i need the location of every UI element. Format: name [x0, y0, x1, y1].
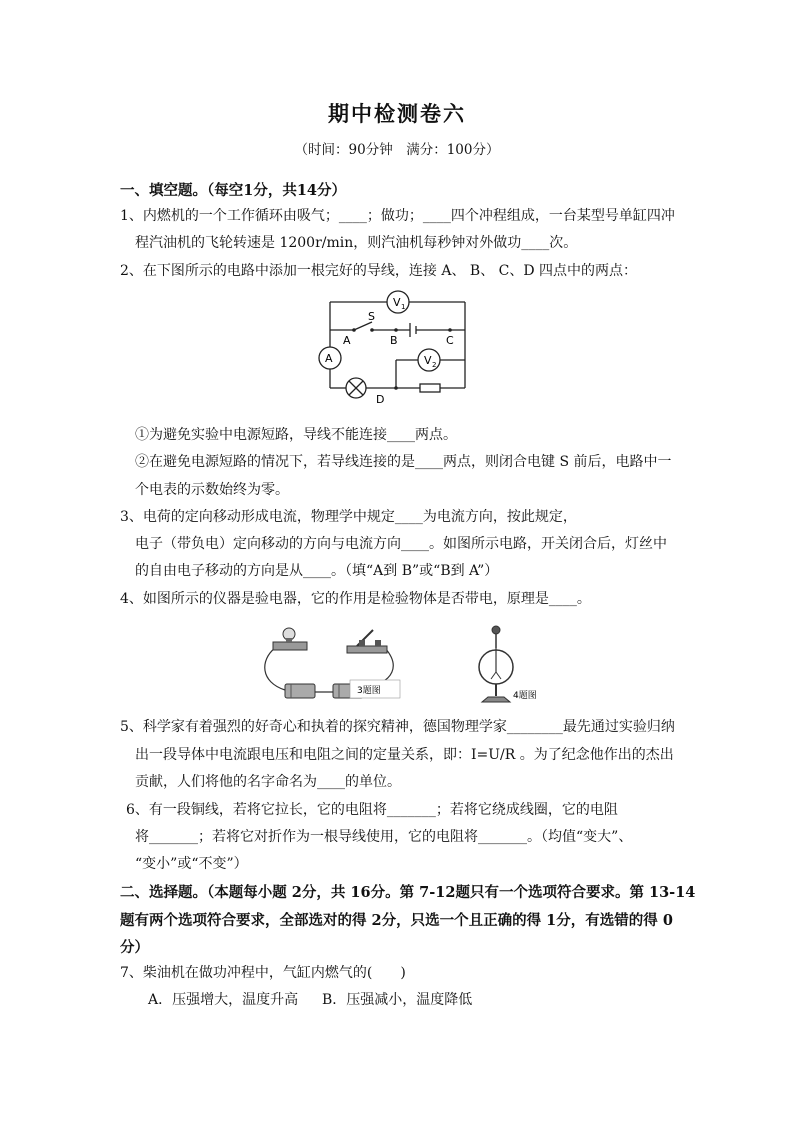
voltmeter-1-label: V — [393, 296, 401, 309]
question-6-line-2: 将_______；若将它对折作为一根导线使用，它的电阻将_______。（均值“变大”、 — [135, 829, 633, 845]
circuit-diagram — [310, 290, 480, 410]
question-2-sub-2-line-1: ②在避免电源短路的情况下，若导线连接的是____两点，则闭合电键 S 前后，电路中一 — [135, 454, 672, 470]
question-6-line-3: “变小”或“不变”） — [135, 856, 248, 872]
question-2-sub-1: ①为避免实验中电源短路，导线不能连接____两点。 — [135, 427, 457, 443]
figure-4-electroscope — [468, 622, 548, 708]
section-choice-heading-line-2: 题有两个选项符合要求，全部选对的得 2分，只选一个且正确的得 1分，有选错的得 0 — [120, 912, 673, 929]
question-1-line-1: 1、内燃机的一个工作循环由吸气；____；做功；____四个冲程组成，一台某型号单缸四冲 — [120, 208, 675, 224]
question-2-sub-2-line-2: 个电表的示数始终为零。 — [135, 482, 289, 498]
figure-3-caption: 3题图 — [357, 686, 381, 696]
voltmeter-2-label: V — [424, 354, 432, 367]
question-3-line-1: 3、电荷的定向移动形成电流，物理学中规定____为电流方向，按此规定， — [120, 509, 577, 525]
question-7-stem: 7、柴油机在做功冲程中，气缸内燃气的( ) — [120, 965, 406, 981]
question-3-line-3: 的自由电子移动的方向是从____。（填“A到 B”或“B到 A”） — [135, 563, 499, 579]
question-4-line-1: 4、如图所示的仪器是验电器，它的作用是检验物体是否带电，原理是____。 — [120, 591, 591, 607]
exam-info: （时间：90分钟 满分：100分） — [294, 142, 500, 158]
section-fill-in-heading: 一、填空题。（每空1分，共14分） — [120, 182, 347, 199]
point-b-label: B — [390, 334, 398, 347]
voltmeter-2-subscript: 2 — [432, 361, 437, 369]
point-d-label: D — [376, 393, 385, 406]
switch-label: S — [368, 310, 375, 323]
point-a-label: A — [343, 334, 351, 347]
question-1-line-2: 程汽油机的飞轮转速是 1200r/min，则汽油机每秒钟对外做功____次。 — [135, 235, 578, 251]
question-5-line-2: 出一段导体中电流跟电压和电阻之间的定量关系，即：I=U/R 。为了纪念他作出的杰出 — [135, 747, 674, 763]
section-choice-heading-line-3: 分） — [120, 939, 149, 956]
question-2-line-1: 2、在下图所示的电路中添加一根完好的导线，连接 A、 B、 C、D 四点中的两点： — [120, 263, 638, 279]
section-choice-heading-line-1: 二、选择题。（本题每小题 2分，共 16分。第 7-12题只有一个选项符合要求。第 13-14 — [120, 884, 696, 901]
page-title: 期中检测卷六 — [328, 101, 466, 126]
ammeter-label: A — [325, 352, 333, 365]
question-5-line-1: 5、科学家有着强烈的好奇心和执着的探究精神，德国物理学家________最先通过实验归纳 — [120, 719, 675, 735]
figure-4-caption: 4题图 — [513, 691, 537, 701]
question-7-option-a: A．压强增大，温度升高 — [148, 992, 299, 1008]
question-7-option-b: B．压强减小，温度降低 — [322, 992, 473, 1008]
question-3-line-2: 电子（带负电）定向移动的方向与电流方向____。如图所示电路，开关闭合后，灯丝中 — [135, 536, 667, 552]
figure-3-circuit-photo — [255, 620, 405, 710]
question-6-line-1: 6、有一段铜线，若将它拉长，它的电阻将_______；若将它绕成线圈，它的电阻 — [126, 802, 618, 818]
voltmeter-1-subscript: 1 — [401, 303, 406, 311]
point-c-label: C — [446, 334, 454, 347]
question-5-line-3: 贡献，人们将他的名字命名为____的单位。 — [135, 774, 401, 790]
